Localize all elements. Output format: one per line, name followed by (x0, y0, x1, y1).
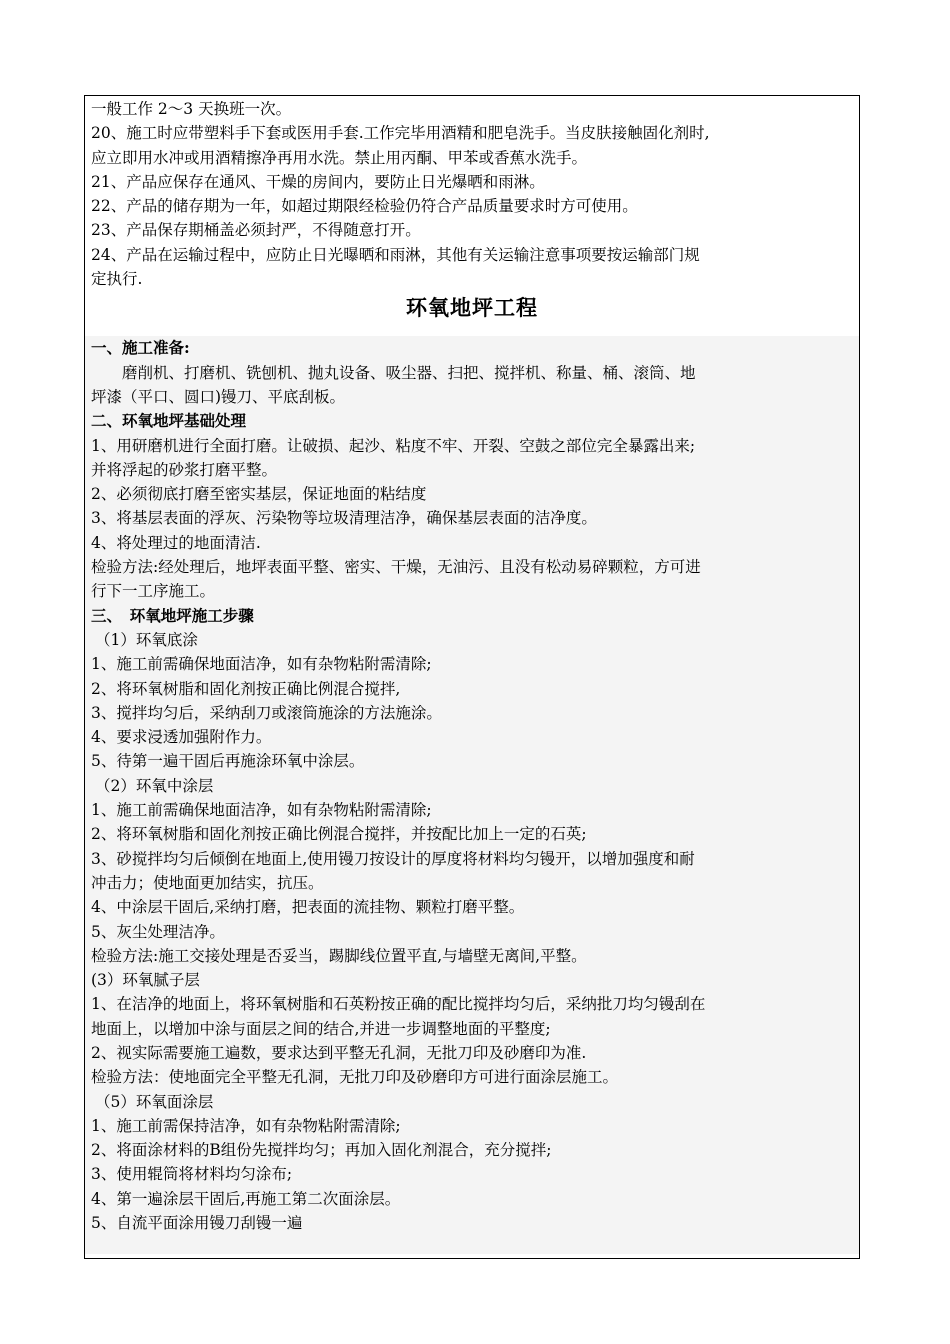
text-line: 检验方法:施工交接处理是否妥当，踢脚线位置平直,与墙壁无离间,平整。 (91, 946, 587, 965)
text-line: 20、施工时应带塑料手下套或医用手套.工作完毕用酒精和肥皂洗手。当皮肤接触固化剂时, (91, 124, 710, 143)
text-line: 1、施工前需确保地面洁净，如有杂物粘附需清除; (91, 655, 432, 674)
text-line: 4、第一遍涂层干固后,再施工第二次面涂层。 (91, 1189, 401, 1208)
text-line: 应立即用水冲或用酒精擦净再用水洗。禁止用丙酮、甲苯或香蕉水洗手。 (91, 148, 588, 167)
text-line: 4、要求浸透加强附作力。 (91, 728, 272, 747)
text-line: 3、搅拌均匀后，采纳刮刀或滚筒施涂的方法施涂。 (91, 703, 442, 722)
text-line: 24、产品在运输过程中，应防止日光曝晒和雨淋，其他有关运输注意事项要按运输部门规 (91, 245, 700, 264)
text-line: 2、将面涂材料的B组份先搅拌均匀；再加入固化剂混合，充分搅拌; (91, 1141, 552, 1160)
subsection-heading: (3）环氧腻子层 (91, 971, 200, 990)
text-line: 一般工作 2～3 天换班一次。 (91, 100, 292, 118)
text-line: 3、将基层表面的浮灰、污染物等垃圾清理洁净，确保基层表面的洁净度。 (91, 509, 597, 528)
page-title: 环氧地坪工程 (406, 295, 538, 321)
text-line: 检验方法：使地面完全平整无孔洞，无批刀印及砂磨印方可进行面涂层施工。 (91, 1068, 619, 1087)
text-line: 1、在洁净的地面上，将环氧树脂和石英粉按正确的配比搅拌均匀后，采纳批刀均匀镘刮在 (91, 995, 706, 1014)
text-line: 磨削机、打磨机、铣刨机、抛丸设备、吸尘器、扫把、搅拌机、称量、桶、滚筒、地 (122, 363, 696, 382)
text-line: 5、自流平面涂用镘刀刮镘一遍 (91, 1214, 303, 1233)
text-line: 22、产品的储存期为一年，如超过期限经检验仍符合产品质量要求时方可使用。 (91, 197, 638, 216)
text-line: 坪漆（平口、圆口)镘刀、平底刮板。 (91, 387, 346, 406)
text-line: 1、施工前需确保地面洁净，如有杂物粘附需清除; (91, 801, 432, 820)
text-line: 4、将处理过的地面清洁. (91, 533, 261, 552)
subsection-heading: （5）环氧面涂层 (95, 1092, 214, 1111)
section-heading: 一、施工准备: (91, 338, 190, 358)
section-heading: 二、环氧地坪基础处理 (91, 411, 247, 431)
subsection-heading: （2）环氧中涂层 (95, 776, 214, 795)
text-line: 1、用研磨机进行全面打磨。让破损、起沙、粘度不牢、开裂、空鼓之部位完全暴露出来; (91, 436, 696, 455)
subsection-heading: （1）环氧底涂 (95, 630, 198, 649)
text-line: 2、视实际需要施工遍数，要求达到平整无孔洞，无批刀印及砂磨印为准. (91, 1043, 587, 1062)
top-section (85, 96, 859, 336)
text-line: 定执行. (91, 270, 143, 289)
text-line: 并将浮起的砂浆打磨平整。 (91, 460, 278, 479)
section-heading: 三、 环氧地坪施工步骤 (91, 605, 254, 625)
text-line: 检验方法:经处理后，地坪表面平整、密实、干燥，无油污、且没有松动易碎颗粒，方可进 (91, 558, 701, 577)
text-line: 5、待第一遍干固后再施涂环氧中涂层。 (91, 752, 365, 771)
text-line: 1、施工前需保持洁净，如有杂物粘附需清除; (91, 1116, 401, 1135)
content-section (85, 336, 859, 1254)
text-line: 23、产品保存期桶盖必须封严，不得随意打开。 (91, 221, 421, 240)
text-line: 2、将环氧树脂和固化剂按正确比例混合搅拌, (91, 679, 401, 698)
text-line: 地面上，以增加中涂与面层之间的结合,并进一步调整地面的平整度; (91, 1019, 551, 1038)
text-line: 4、中涂层干固后,采纳打磨，把表面的流挂物、颗粒打磨平整。 (91, 898, 525, 917)
text-line: 3、砂搅拌均匀后倾倒在地面上,使用镘刀按设计的厚度将材料均匀镘开，以增加强度和耐 (91, 849, 695, 868)
text-line: 行下一工序施工。 (91, 582, 216, 601)
text-line: 3、使用辊筒将材料均匀涂布; (91, 1165, 293, 1184)
document-frame (84, 95, 860, 1259)
text-line: 2、必须彻底打磨至密实基层，保证地面的粘结度 (91, 485, 427, 504)
text-line: 21、产品应保存在通风、干燥的房间内，要防止日光爆晒和雨淋。 (91, 172, 545, 191)
text-line: 2、将环氧树脂和固化剂按正确比例混合搅拌，并按配比加上一定的石英; (91, 825, 587, 844)
text-line: 冲击力；使地面更加结实，抗压。 (91, 873, 324, 892)
text-line: 5、灰尘处理洁净。 (91, 922, 225, 941)
